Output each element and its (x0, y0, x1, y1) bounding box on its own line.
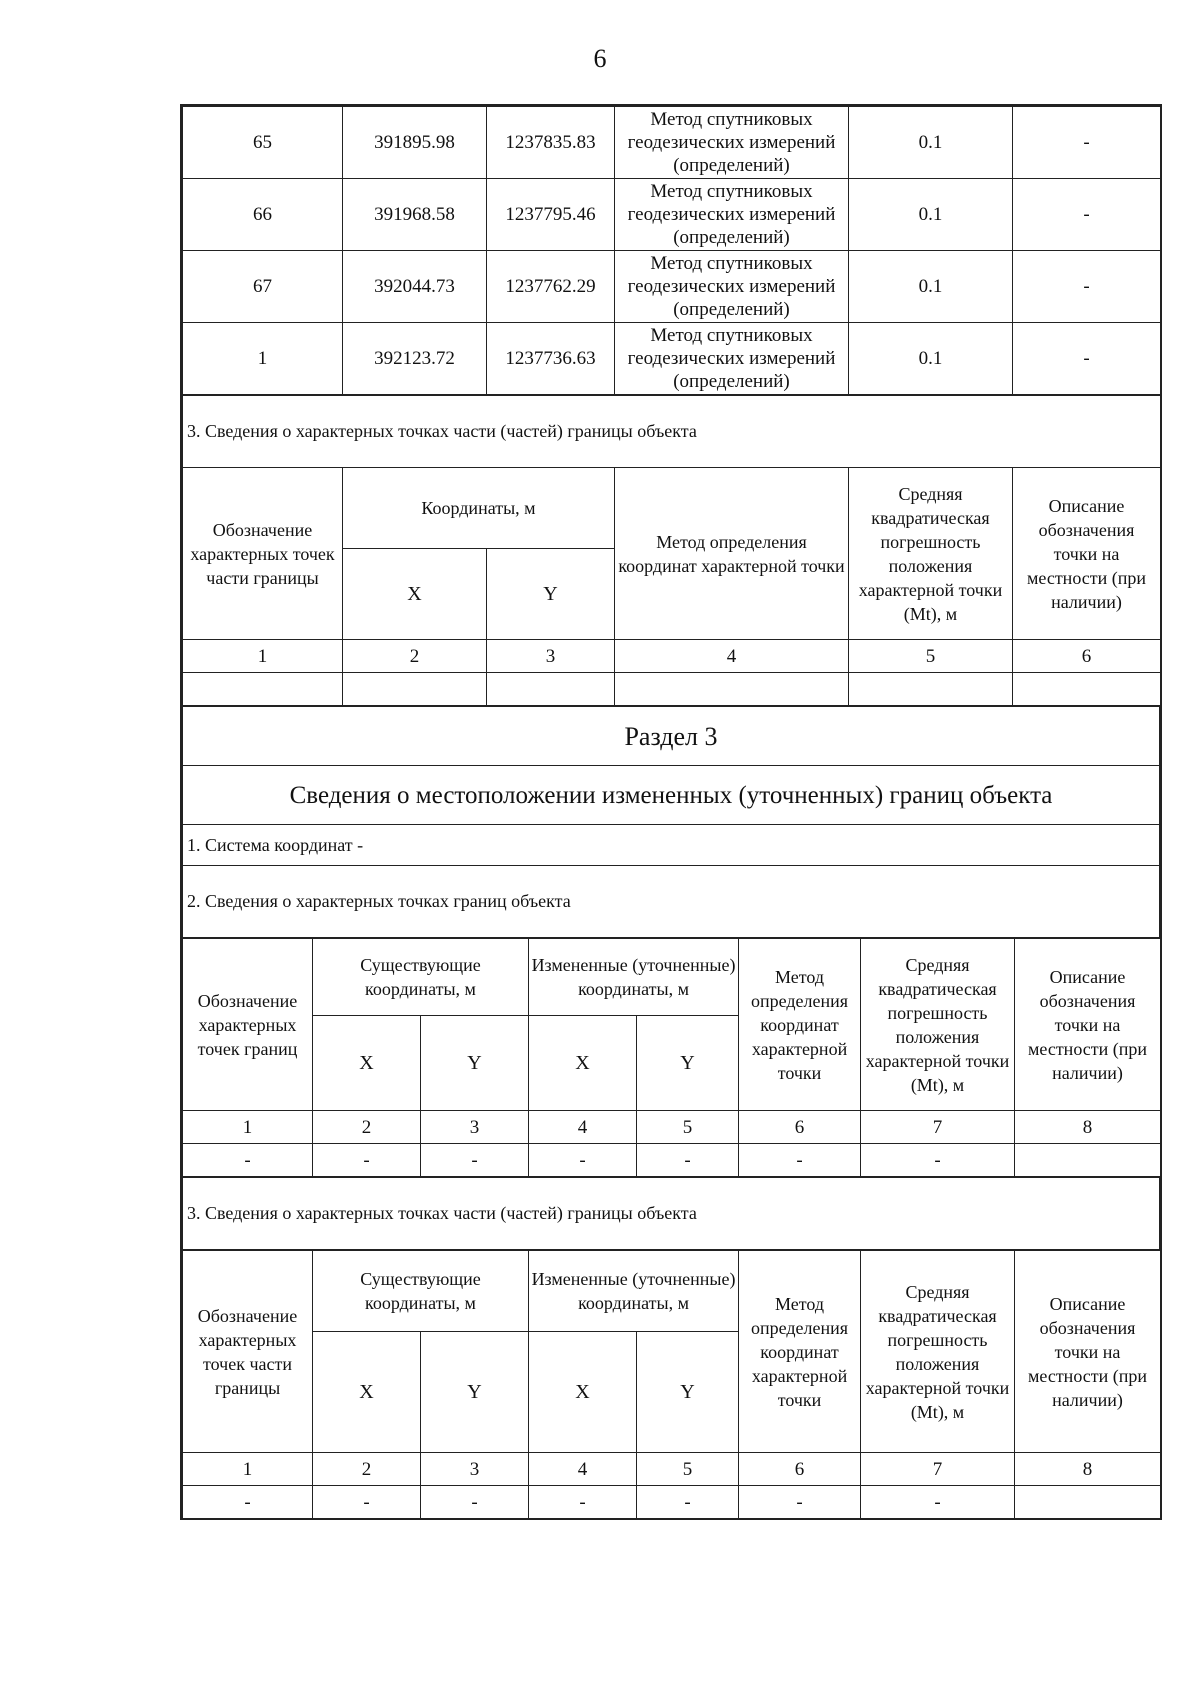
header-mt: Средняя квадратическая погрешность положения характерной точки (Mt), м (861, 939, 1015, 1111)
cell-value: - (861, 1486, 1015, 1520)
column-index: 4 (529, 1453, 637, 1486)
coordinates-table-continuation (180, 104, 1162, 1520)
method: Метод спутниковых геодезических измерений (определений) (615, 107, 849, 179)
cell-value: - (861, 1144, 1015, 1177)
header-y: Y (421, 1016, 529, 1111)
column-index: 5 (637, 1111, 739, 1144)
column-index: 3 (487, 640, 615, 673)
column-index: 5 (849, 640, 1013, 673)
parts-points-caption: 3. Сведения о характерных точках части (частей) границы объекта (183, 1178, 1160, 1250)
empty-row (183, 673, 1161, 706)
header-y: Y (637, 1332, 739, 1453)
header-coords: Координаты, м (343, 468, 615, 549)
mt: 0.1 (849, 107, 1013, 179)
header-y: Y (487, 549, 615, 640)
header-existing-coords: Существующие координаты, м (313, 1251, 529, 1332)
column-index: 8 (1015, 1111, 1161, 1144)
section-title: Раздел 3 (183, 707, 1160, 766)
coord-y: 1237736.63 (487, 323, 615, 395)
border-points-caption: 2. Сведения о характерных точках границ объекта (183, 866, 1160, 938)
point-number: 67 (183, 251, 343, 323)
column-index: 1 (183, 1111, 313, 1144)
coord-x: 392123.72 (343, 323, 487, 395)
coord-x: 391895.98 (343, 107, 487, 179)
header-method: Метод определения координат характерной точки (739, 939, 861, 1111)
column-index-row (183, 1111, 1161, 1144)
header-mt: Средняя квадратическая погрешность положения характерной точки (Mt), м (849, 468, 1013, 640)
column-index: 2 (313, 1111, 421, 1144)
cell-value: - (739, 1486, 861, 1520)
column-index: 6 (1013, 640, 1161, 673)
header-changed-coords: Измененные (уточненные) координаты, м (529, 1251, 739, 1332)
section-subtitle: Сведения о местоположении измененных (уточненных) границ объекта (183, 766, 1160, 825)
header-method: Метод определения координат характерной точки (615, 468, 849, 640)
coord-y: 1237835.83 (487, 107, 615, 179)
description: - (1013, 323, 1161, 395)
column-index: 1 (183, 1453, 313, 1486)
point-number: 66 (183, 179, 343, 251)
header-x: X (529, 1332, 637, 1453)
description: - (1013, 179, 1161, 251)
coordinate-system: 1. Система координат - (183, 825, 1160, 866)
header-x: X (529, 1016, 637, 1111)
header-description: Описание обозначения точки на местности (при наличии) (1013, 468, 1161, 640)
point-number: 65 (183, 107, 343, 179)
table-row (183, 107, 1161, 179)
cell-value (1015, 1144, 1161, 1177)
cell-value: - (183, 1486, 313, 1520)
header-designation: Обозначение характерных точек части границы (183, 468, 343, 640)
table-row (183, 251, 1161, 323)
mt: 0.1 (849, 179, 1013, 251)
cell-value: - (313, 1486, 421, 1520)
cell-value: - (421, 1144, 529, 1177)
mt: 0.1 (849, 251, 1013, 323)
coord-x: 391968.58 (343, 179, 487, 251)
table-row (183, 1486, 1161, 1520)
table-row (183, 179, 1161, 251)
cell-value: - (421, 1486, 529, 1520)
cell-value (1015, 1486, 1161, 1520)
column-index: 4 (615, 640, 849, 673)
header-y: Y (421, 1332, 529, 1453)
header-method: Метод определения координат характерной точки (739, 1251, 861, 1453)
table-row (183, 323, 1161, 395)
method: Метод спутниковых геодезических измерений (определений) (615, 179, 849, 251)
column-index: 1 (183, 640, 343, 673)
header-existing-coords: Существующие координаты, м (313, 939, 529, 1016)
column-index-row (183, 1453, 1161, 1486)
header-description: Описание обозначения точки на местности (при наличии) (1015, 1251, 1161, 1453)
method: Метод спутниковых геодезических измерений (определений) (615, 323, 849, 395)
header-y: Y (637, 1016, 739, 1111)
point-number: 1 (183, 323, 343, 395)
cell-value: - (313, 1144, 421, 1177)
coord-x: 392044.73 (343, 251, 487, 323)
header-designation: Обозначение характерных точек границ (183, 939, 313, 1111)
column-index: 6 (739, 1111, 861, 1144)
column-index: 6 (739, 1453, 861, 1486)
column-index: 4 (529, 1111, 637, 1144)
description: - (1013, 251, 1161, 323)
cell-value: - (637, 1486, 739, 1520)
column-index: 2 (313, 1453, 421, 1486)
coord-y: 1237795.46 (487, 179, 615, 251)
header-description: Описание обозначения точки на местности (при наличии) (1015, 939, 1161, 1111)
parts-points-caption: 3. Сведения о характерных точках части (частей) границы объекта (183, 396, 1161, 468)
cell-value: - (183, 1144, 313, 1177)
column-index: 7 (861, 1111, 1015, 1144)
header-designation: Обозначение характерных точек части границы (183, 1251, 313, 1453)
cell-value: - (739, 1144, 861, 1177)
cell-value: - (529, 1144, 637, 1177)
table-row (183, 1144, 1161, 1177)
coord-y: 1237762.29 (487, 251, 615, 323)
cell-value: - (529, 1486, 637, 1520)
column-index: 3 (421, 1453, 529, 1486)
method: Метод спутниковых геодезических измерений (определений) (615, 251, 849, 323)
header-x: X (313, 1016, 421, 1111)
column-index: 8 (1015, 1453, 1161, 1486)
cell-value: - (637, 1144, 739, 1177)
header-x: X (343, 549, 487, 640)
column-index: 5 (637, 1453, 739, 1486)
page-number: 6 (593, 44, 607, 73)
header-mt: Средняя квадратическая погрешность положения характерной точки (Mt), м (861, 1251, 1015, 1453)
column-index: 2 (343, 640, 487, 673)
mt: 0.1 (849, 323, 1013, 395)
column-index: 3 (421, 1111, 529, 1144)
header-changed-coords: Измененные (уточненные) координаты, м (529, 939, 739, 1016)
column-index-row (183, 640, 1161, 673)
column-index: 7 (861, 1453, 1015, 1486)
header-x: X (313, 1332, 421, 1453)
description: - (1013, 107, 1161, 179)
